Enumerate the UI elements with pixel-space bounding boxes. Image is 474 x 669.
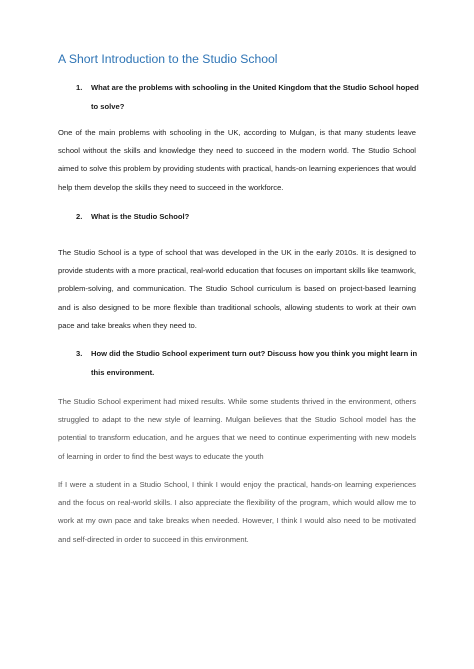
question-text: How did the Studio School experiment turn out? Discuss how you think you might learn in this environment. [91, 349, 418, 377]
answer-paragraph-3: The Studio School experiment had mixed results. While some students thrived in the environment, others struggled to adapt to the new style of learning. Mulgan believes that the Studio School model has the potential to transform education, and he argues that we need to continue experimenting with new models of learning in order to find the best ways to educate the youth [58, 397, 416, 461]
question-1 [58, 78, 420, 116]
question-text: What is the Studio School? [91, 212, 190, 221]
answer-paragraph-4: If I were a student in a Studio School, I think I would enjoy the practical, hands-on learning experiences and the focus on real-world skills. I also appreciate the flexibility of the program, which would allow me to work at my own pace and take breaks when needed. However, I think I would also need to be motivated and self-directed in order to succeed in this environment. [58, 480, 416, 544]
question-text: What are the problems with schooling in the United Kingdom that the Studio School hoped to solve? [91, 83, 419, 111]
question-3 [58, 344, 420, 382]
answer-paragraph-1: One of the main problems with schooling in the UK, according to Mulgan, is that many students leave school without the skills and knowledge they need to succeed in the modern world. The Studio School aimed to solve this problem by providing students with practical, hands-on learning experiences that would help them develop the skills they need to succeed in the workforce. [58, 128, 416, 192]
document-title: A Short Introduction to the Studio School [58, 52, 278, 66]
answer-paragraph-2: The Studio School is a type of school that was developed in the UK in the early 2010s. It is designed to provide students with a more practical, real-world education that focuses on important skills like teamwork, problem-solving, and communication. The Studio School curriculum is based on project-based learning and is also designed to be more flexible than traditional schools, allowing students to work at their own pace and take breaks when they need to. [58, 248, 416, 330]
question-number: 3. [76, 349, 83, 358]
question-number: 1. [76, 83, 83, 92]
question-2 [58, 207, 420, 226]
question-number: 2. [76, 212, 83, 221]
